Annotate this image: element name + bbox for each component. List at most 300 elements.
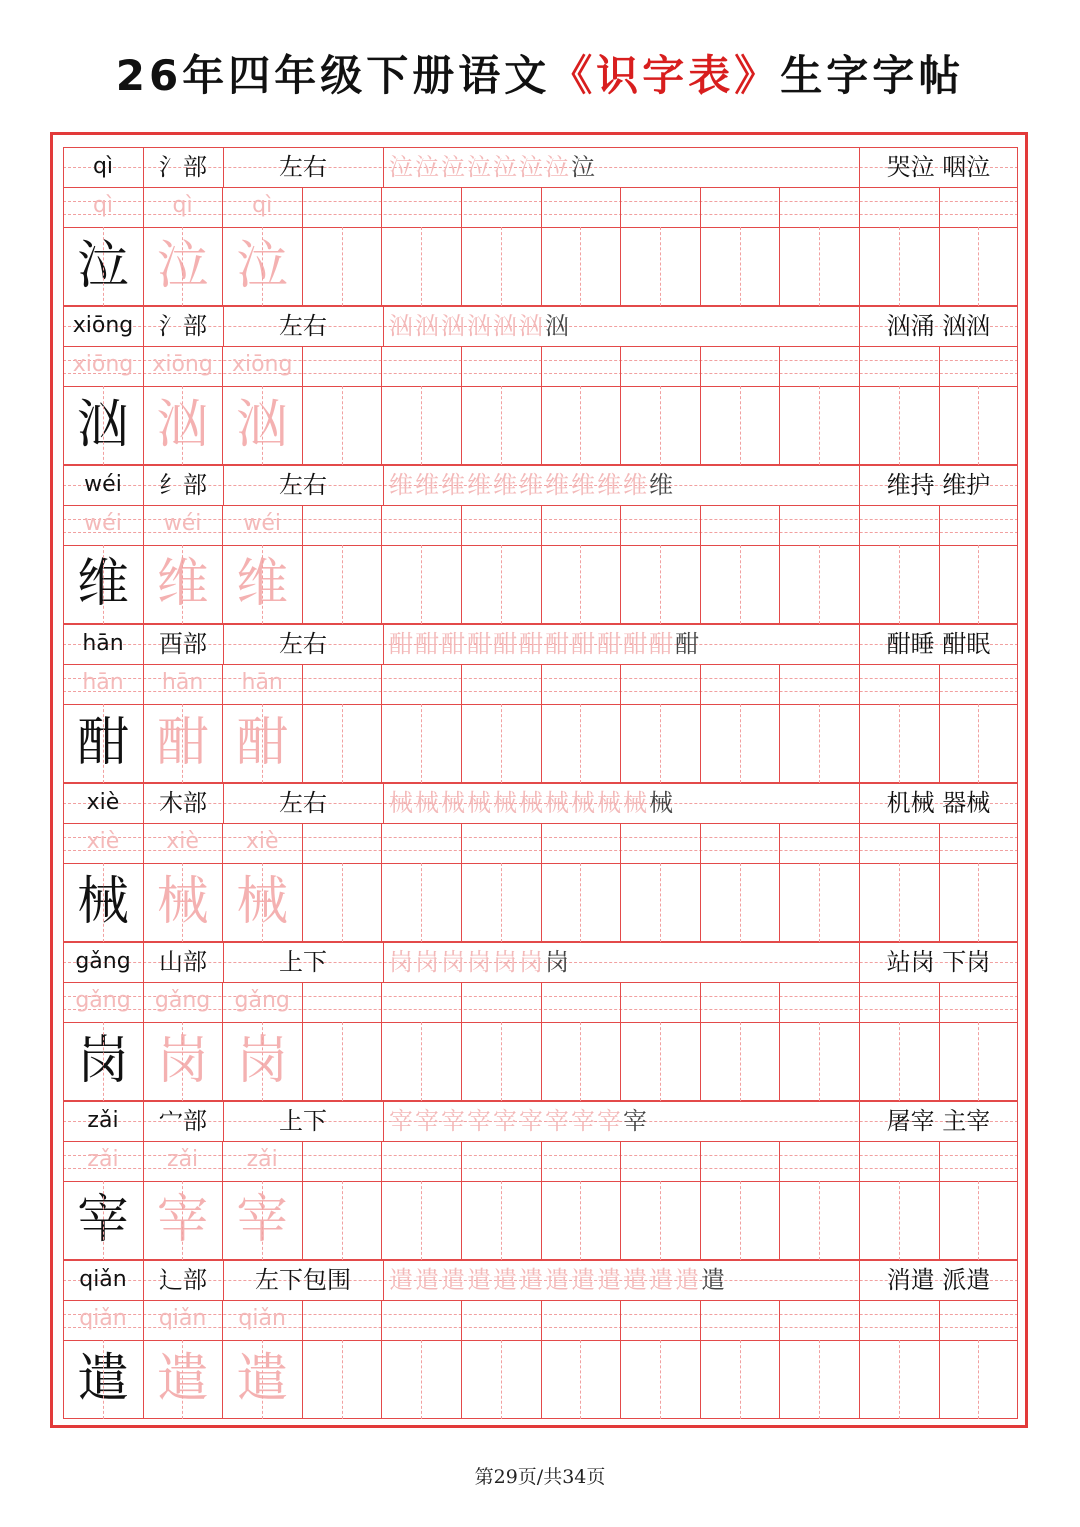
grid-line [939,1141,940,1260]
grid-line [1017,664,1018,783]
grid-line [63,306,64,346]
pinyin-trace: wéi [243,511,281,536]
grid-line [461,1300,462,1419]
grid-line [700,664,701,783]
grid-line [541,823,542,942]
pinyin-trace: xiè [166,829,199,854]
grid-line [541,187,542,306]
stroke-step: 酣 [467,630,493,658]
stroke-step: 汹 [545,312,571,340]
stroke-step: 遣 [571,1266,597,1294]
grid-line [620,664,621,783]
grid-line [222,823,223,942]
stroke-step: 汹 [493,312,519,340]
example-words: 消遣 派遣 [886,1266,991,1294]
guide-line [819,704,820,783]
grid-line [461,823,462,942]
guide-line [342,1181,343,1260]
grid-line [700,1141,701,1260]
title-highlight: 《识字表》 [550,51,781,100]
grid-line [620,823,621,942]
model-character: 遣 [76,1349,129,1409]
guide-line [740,1022,741,1101]
stroke-step: 宰 [519,1107,545,1135]
grid-line [223,783,224,823]
grid-line [1017,1300,1018,1419]
pinyin-trace: gǎng [75,988,131,1013]
pinyin-label: xiōng [72,313,134,338]
guide-line [740,1181,741,1260]
grid-line [461,982,462,1101]
grid-line [302,1141,303,1260]
grid-line [1017,147,1018,187]
grid-line [700,1300,701,1419]
example-words: 机械 器械 [886,789,991,817]
stroke-step: 酣 [545,630,571,658]
guide-line [978,1181,979,1260]
guide-line [182,1340,183,1419]
grid-line [143,346,144,465]
guide-line [740,227,741,306]
grid-line [381,1141,382,1260]
grid-line [1017,306,1018,346]
stroke-step: 汹 [519,312,545,340]
grid-line [939,346,940,465]
pinyin-trace: qì [92,193,114,218]
trace-character: 汹 [236,395,289,455]
grid-line [223,147,224,187]
grid-line [859,187,860,306]
grid-line [779,505,780,624]
entry-row [63,1260,1018,1419]
stroke-step: 宰 [571,1107,597,1135]
grid-line [381,187,382,306]
stroke-step: 械 [623,789,649,817]
grid-line [859,1260,860,1300]
grid-line [143,306,144,346]
guide-line [501,545,502,624]
grid-line [1017,982,1018,1101]
stroke-order [389,149,859,185]
stroke-step: 遣 [441,1266,467,1294]
stroke-step: 岗 [519,948,545,976]
stroke-step: 汹 [467,312,493,340]
structure-label: 左下包围 [255,1266,351,1294]
pinyin-label: hān [82,631,124,656]
stroke-step: 泣 [389,153,415,181]
pinyin-trace: wéi [84,511,122,536]
grid-line [143,1141,144,1260]
grid-line [63,624,64,664]
guide-line [342,227,343,306]
trace-character: 维 [156,554,209,614]
stroke-step: 宰 [389,1107,415,1135]
grid-line [461,505,462,624]
grid-line [63,465,64,505]
stroke-step: 遣 [415,1266,441,1294]
grid-line [859,465,860,505]
model-character: 酣 [76,713,129,773]
grid-line [143,147,144,187]
guide-line [421,1022,422,1101]
grid-line [779,1141,780,1260]
stroke-step: 酣 [441,630,467,658]
pinyin-trace: xiōng [231,352,293,377]
guide-line [978,1340,979,1419]
grid-line [779,664,780,783]
stroke-step: 遣 [597,1266,623,1294]
stroke-step: 遣 [649,1266,675,1294]
stroke-step: 泣 [571,153,597,181]
stroke-step: 械 [441,789,467,817]
grid-line [859,505,860,624]
guide-line [660,1181,661,1260]
guide-line [580,386,581,465]
pinyin-label: qiǎn [79,1267,127,1292]
stroke-step: 泣 [467,153,493,181]
guide-line [978,1022,979,1101]
pinyin-trace: qiǎn [79,1306,127,1331]
pinyin-trace: wéi [163,511,202,536]
guide-line [262,386,263,465]
radical-label: 酉部 [159,630,207,658]
entry-row [63,147,1018,306]
guide-line [899,704,900,783]
grid-line [302,982,303,1101]
guide-line [660,863,661,942]
guide-line [501,1340,502,1419]
stroke-step: 维 [467,471,493,499]
guide-line [501,227,502,306]
grid-line [620,982,621,1101]
guide-line [740,704,741,783]
stroke-step: 岗 [493,948,519,976]
grid-line [779,823,780,942]
trace-character: 宰 [236,1190,289,1250]
grid-line [1017,823,1018,942]
structure-label: 上下 [279,948,327,976]
example-words: 酣睡 酣眠 [886,630,991,658]
guide-line [103,704,104,783]
grid-line [63,783,64,823]
example-words: 哭泣 咽泣 [886,153,991,181]
grid-line [939,982,940,1101]
entry-row [63,783,1018,942]
guide-line [501,386,502,465]
grid-line [63,1300,64,1419]
stroke-step: 维 [623,471,649,499]
stroke-step: 酣 [389,630,415,658]
pinyin-trace: qiǎn [238,1306,286,1331]
stroke-step: 岗 [441,948,467,976]
guide-line [421,545,422,624]
stroke-step: 械 [415,789,441,817]
grid-line [1017,1260,1018,1300]
guide-line [262,1022,263,1101]
grid-line [939,664,940,783]
grid-line [700,982,701,1101]
grid-line [223,624,224,664]
trace-character: 遣 [156,1349,209,1409]
grid-line [63,505,64,624]
stroke-step: 汹 [389,312,415,340]
guide-line [819,1022,820,1101]
trace-character: 汹 [156,395,209,455]
guide-line [262,1181,263,1260]
grid-line [63,1260,64,1300]
model-character: 维 [76,554,129,614]
guide-line [740,863,741,942]
grid-line [1017,346,1018,465]
guide-line [580,1022,581,1101]
stroke-step: 遣 [701,1266,727,1294]
stroke-step: 遣 [519,1266,545,1294]
guide-line [421,386,422,465]
stroke-step: 泣 [493,153,519,181]
structure-label: 左右 [279,153,327,181]
stroke-order [389,308,859,344]
pinyin-label: wéi [84,472,122,497]
guide-line [262,704,263,783]
stroke-step: 维 [571,471,597,499]
page-title [0,46,1080,106]
stroke-step: 泣 [415,153,441,181]
grid-line [143,664,144,783]
guide-line [182,704,183,783]
guide-line [342,1340,343,1419]
pinyin-trace: qì [252,193,273,218]
guide-line [899,1181,900,1260]
guide-line [580,1340,581,1419]
grid-line [700,823,701,942]
guide-line [262,863,263,942]
guide-line [580,1181,581,1260]
grid-line [381,664,382,783]
grid-line [222,346,223,465]
guide-line [103,545,104,624]
grid-line [859,783,860,823]
grid-line [222,1141,223,1260]
pinyin-trace: xiōng [152,352,213,377]
stroke-step: 遣 [389,1266,415,1294]
grid-line [302,823,303,942]
grid-line [541,982,542,1101]
radical-label: 木部 [159,789,207,817]
trace-character: 酣 [236,713,289,773]
guide-line [899,1340,900,1419]
guide-line [819,227,820,306]
stroke-step: 酣 [415,630,441,658]
practice-grid [63,147,1018,1419]
grid-line [381,982,382,1101]
trace-character: 械 [236,872,289,932]
grid-line [461,1141,462,1260]
guide-line [182,386,183,465]
pinyin-trace: qì [172,193,193,218]
stroke-step: 械 [493,789,519,817]
trace-character: 械 [156,872,209,932]
grid-line [222,505,223,624]
guide-line [819,386,820,465]
grid-line [63,1141,64,1260]
grid-line [381,346,382,465]
pinyin-trace: xiè [245,829,279,854]
grid-line [383,783,384,823]
radical-label: 氵部 [159,312,207,340]
pinyin-trace: hān [241,670,283,695]
grid-line [381,823,382,942]
grid-line [700,187,701,306]
grid-line [63,823,64,942]
grid-line [63,942,64,982]
guide-line [103,227,104,306]
stroke-step: 岗 [415,948,441,976]
guide-line [899,545,900,624]
entry-row [63,465,1018,624]
example-words: 汹涌 汹汹 [886,312,991,340]
guide-line [421,863,422,942]
stroke-step: 宰 [597,1107,623,1135]
stroke-step: 遣 [675,1266,701,1294]
radical-label: 纟部 [159,471,207,499]
guide-line [899,863,900,942]
stroke-step: 宰 [493,1107,519,1135]
grid-line [461,664,462,783]
guide-line [978,704,979,783]
trace-character: 岗 [236,1031,289,1091]
guide-line [182,545,183,624]
grid-line [779,187,780,306]
grid-line [939,1300,940,1419]
stroke-step: 宰 [467,1107,493,1135]
guide-line [103,1181,104,1260]
trace-character: 遣 [236,1349,289,1409]
stroke-step: 酣 [597,630,623,658]
guide-line [660,227,661,306]
grid-line [1017,624,1018,664]
stroke-step: 械 [545,789,571,817]
guide-line [103,1022,104,1101]
grid-line [859,1101,860,1141]
stroke-step: 汹 [415,312,441,340]
guide-line [660,1022,661,1101]
guide-line [740,545,741,624]
pinyin-label: xiè [86,790,120,815]
grid-line [63,664,64,783]
pinyin-trace: hān [82,670,124,695]
guide-line [262,545,263,624]
guide-line [501,704,502,783]
grid-line [222,982,223,1101]
grid-line [859,823,860,942]
structure-label: 左右 [279,630,327,658]
grid-line [143,187,144,306]
grid-line [383,465,384,505]
stroke-step: 宰 [415,1107,441,1135]
stroke-step: 酣 [493,630,519,658]
stroke-step: 泣 [441,153,467,181]
trace-character: 宰 [156,1190,209,1250]
guide-line [978,227,979,306]
guide-line [342,545,343,624]
grid-line [302,1300,303,1419]
grid-line [302,505,303,624]
grid-line [63,187,64,306]
stroke-step: 遣 [623,1266,649,1294]
grid-line [859,664,860,783]
radical-label: 辶部 [159,1266,207,1294]
guide-line [978,545,979,624]
grid-line [541,1141,542,1260]
grid-line [859,624,860,664]
guide-line [899,1022,900,1101]
trace-character: 泣 [236,236,289,296]
grid-line [859,1300,860,1419]
grid-line [383,1260,384,1300]
grid-line [859,306,860,346]
grid-line [939,187,940,306]
grid-line [143,1260,144,1300]
stroke-step: 维 [545,471,571,499]
grid-line [541,346,542,465]
stroke-step: 械 [519,789,545,817]
guide-line [501,1181,502,1260]
guide-line [899,386,900,465]
stroke-step: 维 [493,471,519,499]
stroke-order [389,785,859,821]
title-suffix: 生字字帖 [780,51,965,100]
grid-line [63,1101,64,1141]
grid-line [63,346,64,465]
grid-line [461,187,462,306]
guide-line [182,1022,183,1101]
guide-line [103,1340,104,1419]
pinyin-trace: gǎng [154,988,211,1013]
page-number: 第29页/共34页 [474,1466,606,1488]
structure-label: 上下 [279,1107,327,1135]
pinyin-label: gǎng [75,949,131,974]
trace-character: 酣 [156,713,209,773]
pinyin-trace: gǎng [234,988,290,1013]
stroke-order [389,626,859,662]
pinyin-trace: qiǎn [158,1306,207,1331]
guide-line [580,227,581,306]
stroke-step: 维 [597,471,623,499]
stroke-step: 宰 [623,1107,649,1135]
stroke-step: 泣 [519,153,545,181]
grid-line [859,147,860,187]
stroke-step: 酣 [623,630,649,658]
grid-line [223,306,224,346]
grid-line [383,624,384,664]
pinyin-trace: hān [161,670,204,695]
trace-character: 泣 [156,236,209,296]
guide-line [421,704,422,783]
grid-line [63,982,64,1101]
example-words: 站岗 下岗 [886,948,991,976]
guide-line [978,863,979,942]
stroke-step: 宰 [441,1107,467,1135]
grid-line [222,664,223,783]
guide-line [899,227,900,306]
guide-line [421,227,422,306]
example-words: 屠宰 主宰 [886,1107,991,1135]
grid-line [620,187,621,306]
grid-line [222,1300,223,1419]
stroke-step: 岗 [467,948,493,976]
stroke-step: 遣 [467,1266,493,1294]
grid-line [302,187,303,306]
